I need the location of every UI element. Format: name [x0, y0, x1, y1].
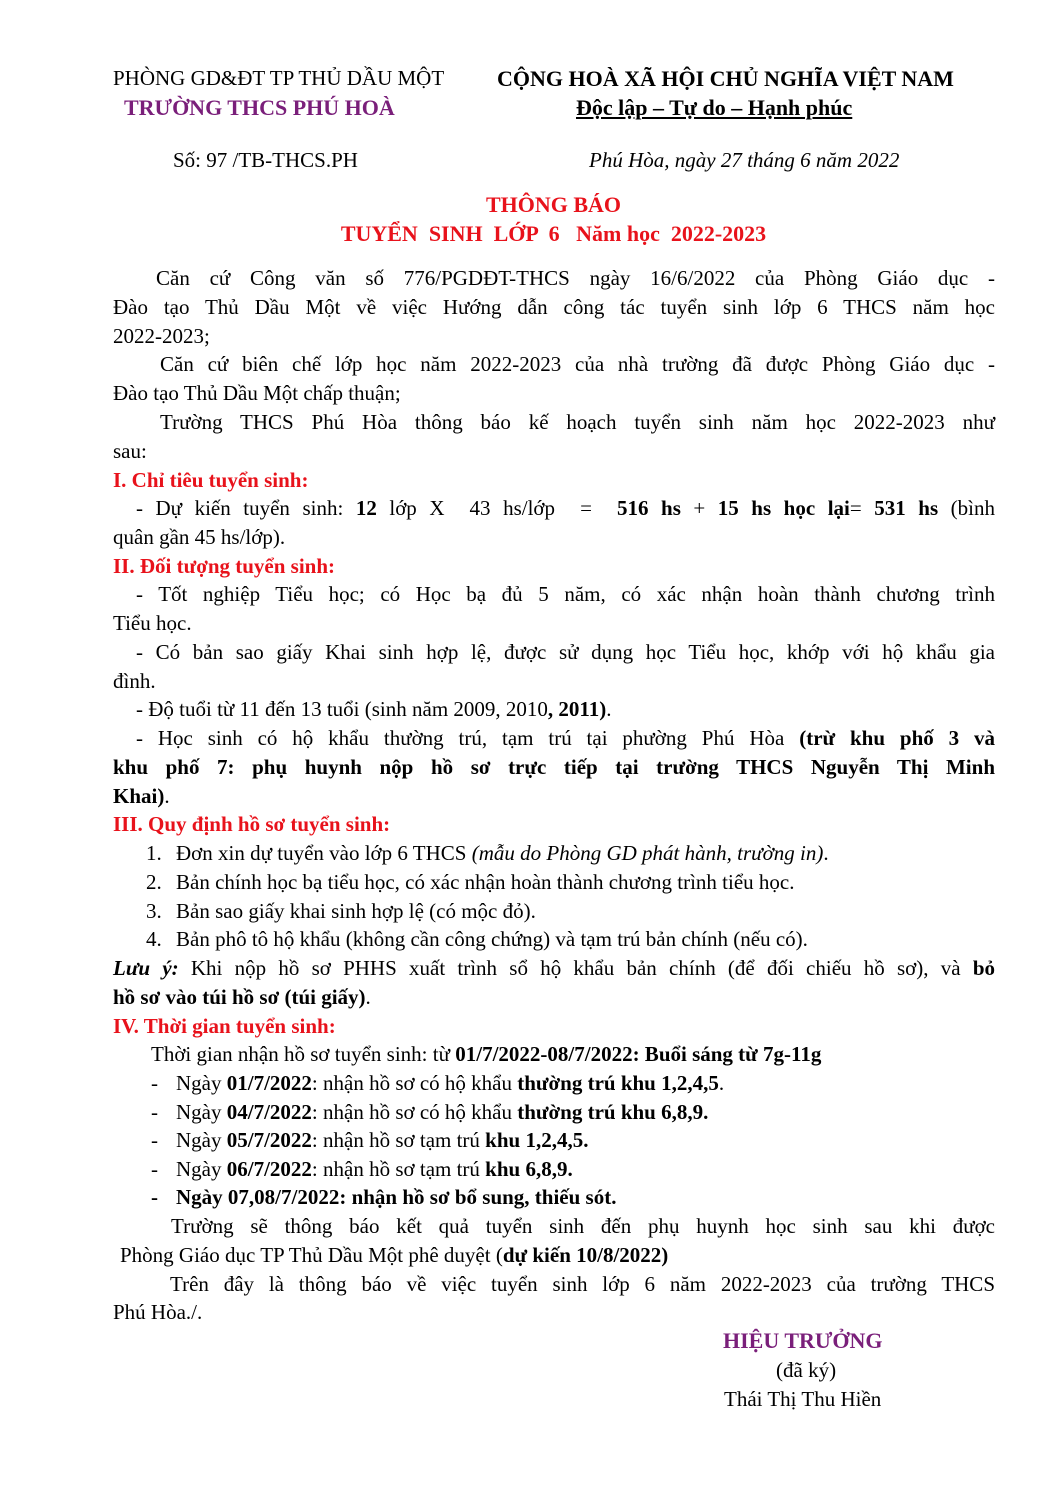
section4-result-line1: Trường sẽ thông báo kết quả tuyển sinh đến phụ huynh học sinh sau khi được: [171, 1214, 995, 1238]
section4-result-line2: Phòng Giáo dục TP Thủ Dầu Một phê duyệt (dự kiến 10/8/2022): [120, 1243, 669, 1267]
section2-item-d-line1: - Học sinh có hộ khẩu thường trú, tạm trú tại phường Phú Hòa (trừ khu phố 3 và: [136, 726, 995, 750]
section1-heading: I. Chỉ tiêu tuyển sinh:: [113, 468, 309, 492]
school-name: TRƯỜNG THCS PHÚ HOÀ: [124, 95, 395, 120]
section2-item-b-line2: đình.: [113, 669, 156, 693]
section2-item-a-line1: - Tốt nghiệp Tiểu học; có Học bạ đủ 5 năm, có xác nhận hoàn thành chương trình: [136, 582, 995, 606]
section1-quota-line2: quân gần 45 hs/lớp).: [113, 525, 286, 549]
section4-day-4: Ngày 06/7/2022: nhận hồ sơ tạm trú khu 6,8,9.: [176, 1157, 573, 1181]
place-date: Phú Hòa, ngày 27 tháng 6 năm 2022: [589, 148, 900, 172]
nation-name: CỘNG HOÀ XÃ HỘI CHỦ NGHĨA VIỆT NAM: [497, 66, 954, 91]
section3-item3-number: 3.: [146, 899, 162, 923]
section4-day-2: Ngày 04/7/2022: nhận hồ sơ có hộ khẩu thường trú khu 6,8,9.: [176, 1100, 709, 1124]
section2-item-a-line2: Tiểu học.: [113, 611, 192, 635]
section3-note-line2: hồ sơ vào túi hồ sơ (túi giấy).: [113, 985, 371, 1009]
section4-dash-4: -: [151, 1157, 158, 1181]
section3-item2-number: 2.: [146, 870, 162, 894]
section2-heading: II. Đối tượng tuyển sinh:: [113, 554, 336, 578]
section4-heading: IV. Thời gian tuyển sinh:: [113, 1014, 336, 1038]
section3-item1-number: 1.: [146, 841, 162, 865]
section4-dash-5: -: [151, 1185, 158, 1209]
intro-p2-line2: Đào tạo Thủ Dầu Một chấp thuận;: [113, 381, 401, 405]
section4-dash-2: -: [151, 1100, 158, 1124]
section3-item4-number: 4.: [146, 927, 162, 951]
intro-p3-line2: sau:: [113, 439, 147, 463]
signature-name: Thái Thị Thu Hiền: [724, 1387, 882, 1411]
section1-quota-line: - Dự kiến tuyển sinh: 12 lớp X 43 hs/lớp = 516 hs + 15 hs học lại= 531 hs (bình: [136, 496, 996, 520]
section4-intro: Thời gian nhận hồ sơ tuyển sinh: từ 01/7/2022-08/7/2022: Buổi sáng từ 7g-11g: [151, 1042, 822, 1066]
signature-signed: (đã ký): [776, 1358, 837, 1382]
section4-day-5: Ngày 07,08/7/2022: nhận hồ sơ bổ sung, thiếu sót.: [176, 1185, 617, 1209]
motto: Độc lập – Tự do – Hạnh phúc: [576, 95, 853, 120]
section3-item1: Đơn xin dự tuyển vào lớp 6 THCS (mẫu do Phòng GD phát hành, trường in).: [176, 841, 829, 865]
section2-item-d-line3: Khai).: [113, 784, 170, 808]
section2-item-b-line1: - Có bản sao giấy Khai sinh hợp lệ, được sử dụng học Tiểu học, khớp với hộ khẩu gia: [136, 640, 995, 664]
section3-note-line1: Lưu ý: Khi nộp hồ sơ PHHS xuất trình sổ hộ khẩu bản chính (để đối chiếu hồ sơ), và bỏ: [113, 956, 995, 980]
section3-item2: Bản chính học bạ tiểu học, có xác nhận hoàn thành chương trình tiểu học.: [176, 870, 795, 894]
section3-item4: Bản phô tô hộ khẩu (không cần công chứng) và tạm trú bản chính (nếu có).: [176, 927, 808, 951]
title-sub: TUYỂN SINH LỚP 6 Năm học 2022-2023: [340, 221, 767, 246]
closing-line1: Trên đây là thông báo về việc tuyển sinh lớp 6 năm 2022-2023 của trường THCS: [170, 1272, 995, 1296]
section4-dash-1: -: [151, 1071, 158, 1095]
section2-item-c: - Độ tuổi từ 11 đến 13 tuổi (sinh năm 2009, 2010, 2011).: [136, 697, 612, 721]
intro-p2-line1: Căn cứ biên chế lớp học năm 2022-2023 của nhà trường đã được Phòng Giáo dục -: [160, 352, 995, 376]
intro-p1-line3: 2022-2023;: [113, 324, 210, 348]
section4-dash-3: -: [151, 1128, 158, 1152]
section2-item-d-line2: khu phố 7: phụ huynh nộp hồ sơ trực tiếp tại trường THCS Nguyễn Thị Minh: [113, 755, 995, 779]
agency-name: PHÒNG GD&ĐT TP THỦ DẦU MỘT: [113, 66, 445, 90]
section4-day-3: Ngày 05/7/2022: nhận hồ sơ tạm trú khu 1,2,4,5.: [176, 1128, 589, 1152]
signature-title: HIỆU TRƯỞNG: [723, 1328, 883, 1353]
document-number: Số: 97 /TB-THCS.PH: [173, 148, 358, 172]
closing-line2: Phú Hòa./.: [113, 1300, 203, 1324]
intro-p1-line2: Đào tạo Thủ Dầu Một về việc Hướng dẫn công tác tuyển sinh lớp 6 THCS năm học: [113, 295, 995, 319]
section3-heading: III. Quy định hồ sơ tuyển sinh:: [113, 812, 391, 836]
section3-item3: Bản sao giấy khai sinh hợp lệ (có mộc đỏ).: [176, 899, 536, 923]
section4-day-1: Ngày 01/7/2022: nhận hồ sơ có hộ khẩu thường trú khu 1,2,4,5.: [176, 1071, 725, 1095]
title-main: THÔNG BÁO: [485, 192, 622, 217]
intro-p3-line1: Trường THCS Phú Hòa thông báo kế hoạch tuyển sinh năm học 2022-2023 như: [160, 410, 995, 434]
intro-p1-line1: Căn cứ Công văn số 776/PGDĐT-THCS ngày 16/6/2022 của Phòng Giáo dục -: [156, 266, 995, 290]
